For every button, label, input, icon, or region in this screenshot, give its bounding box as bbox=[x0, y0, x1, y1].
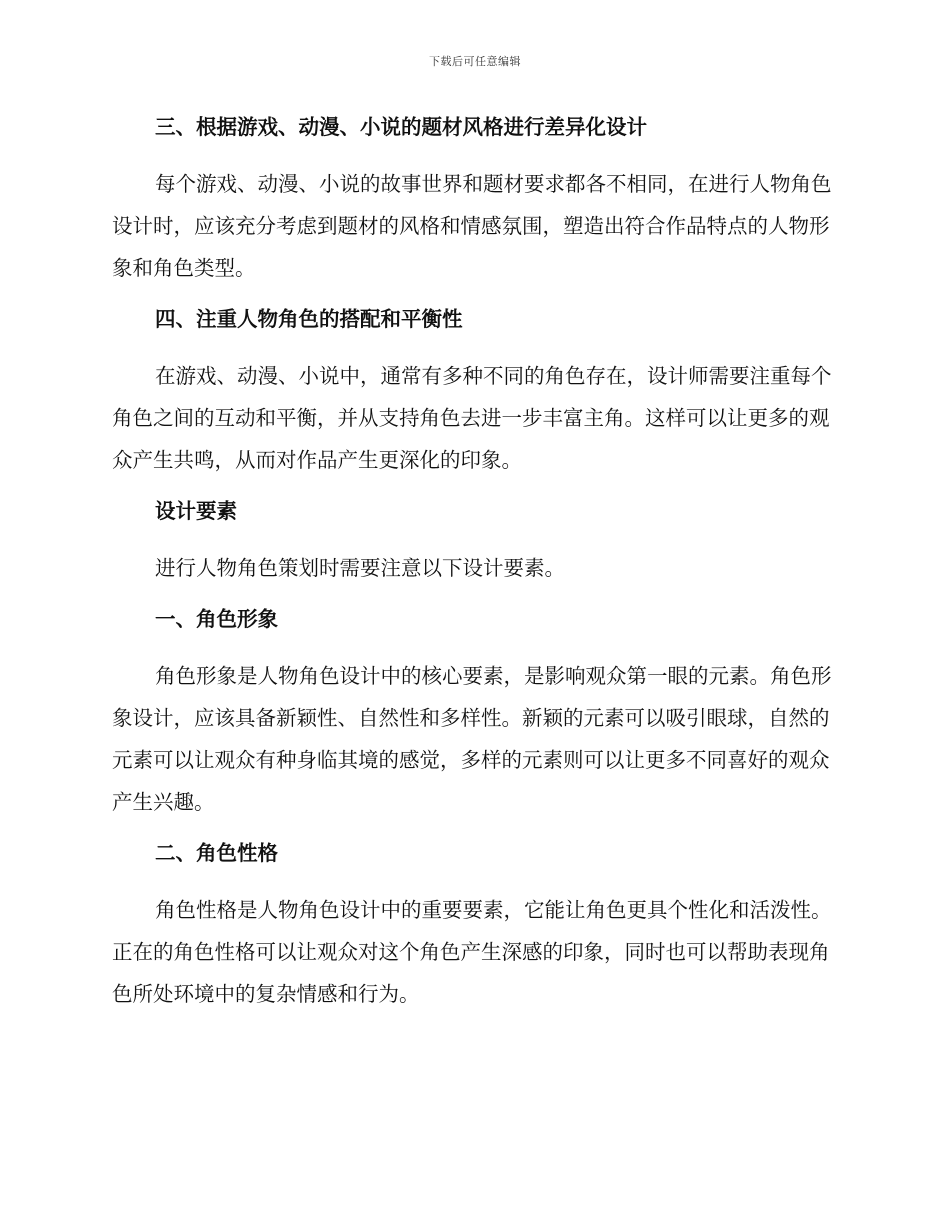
page-header: 下载后可任意编辑 bbox=[429, 55, 521, 68]
paragraph-design-intro: 进行人物角色策划时需要注意以下设计要素。 bbox=[155, 556, 565, 580]
paragraph-balance: 在游戏、动漫、小说中，通常有多种不同的角色存在，设计师需要注重每个角色之间的互动和平衡，并从支持角色去进一步丰富主角。这样可以让更多的观众产生共鸣，从而对作品产生更深化的印象。 bbox=[112, 364, 832, 472]
paragraph-character-image: 角色形象是人物角色设计中的核心要素，是影响观众第一眼的元素。角色形象设计，应该具备新颖性、自然性和多样性。新颖的元素可以吸引眼球，自然的元素可以让观众有种身临其境的感觉，多样的元素则可以让更多不同喜好的观众产生兴趣。 bbox=[112, 664, 832, 814]
section-heading-design-elements: 设计要素 bbox=[155, 499, 237, 523]
document-body bbox=[112, 108, 832, 1026]
section-heading-3: 三、根据游戏、动漫、小说的题材风格进行差异化设计 bbox=[155, 115, 647, 139]
section-heading-1: 一、角色形象 bbox=[155, 607, 278, 631]
paragraph-character-personality: 角色性格是人物角色设计中的重要要素，它能让角色更具个性化和活泼性。正在的角色性格可以让观众对这个角色产生深感的印象，同时也可以帮助表现角色所处环境中的复杂情感和行为。 bbox=[112, 898, 832, 1006]
paragraph-theme-style: 每个游戏、动漫、小说的故事世界和题材要求都各不相同，在进行人物角色设计时，应该充分考虑到题材的风格和情感氛围，塑造出符合作品特点的人物形象和角色类型。 bbox=[112, 172, 832, 280]
section-heading-4: 四、注重人物角色的搭配和平衡性 bbox=[155, 307, 463, 331]
section-heading-2: 二、角色性格 bbox=[155, 841, 278, 865]
